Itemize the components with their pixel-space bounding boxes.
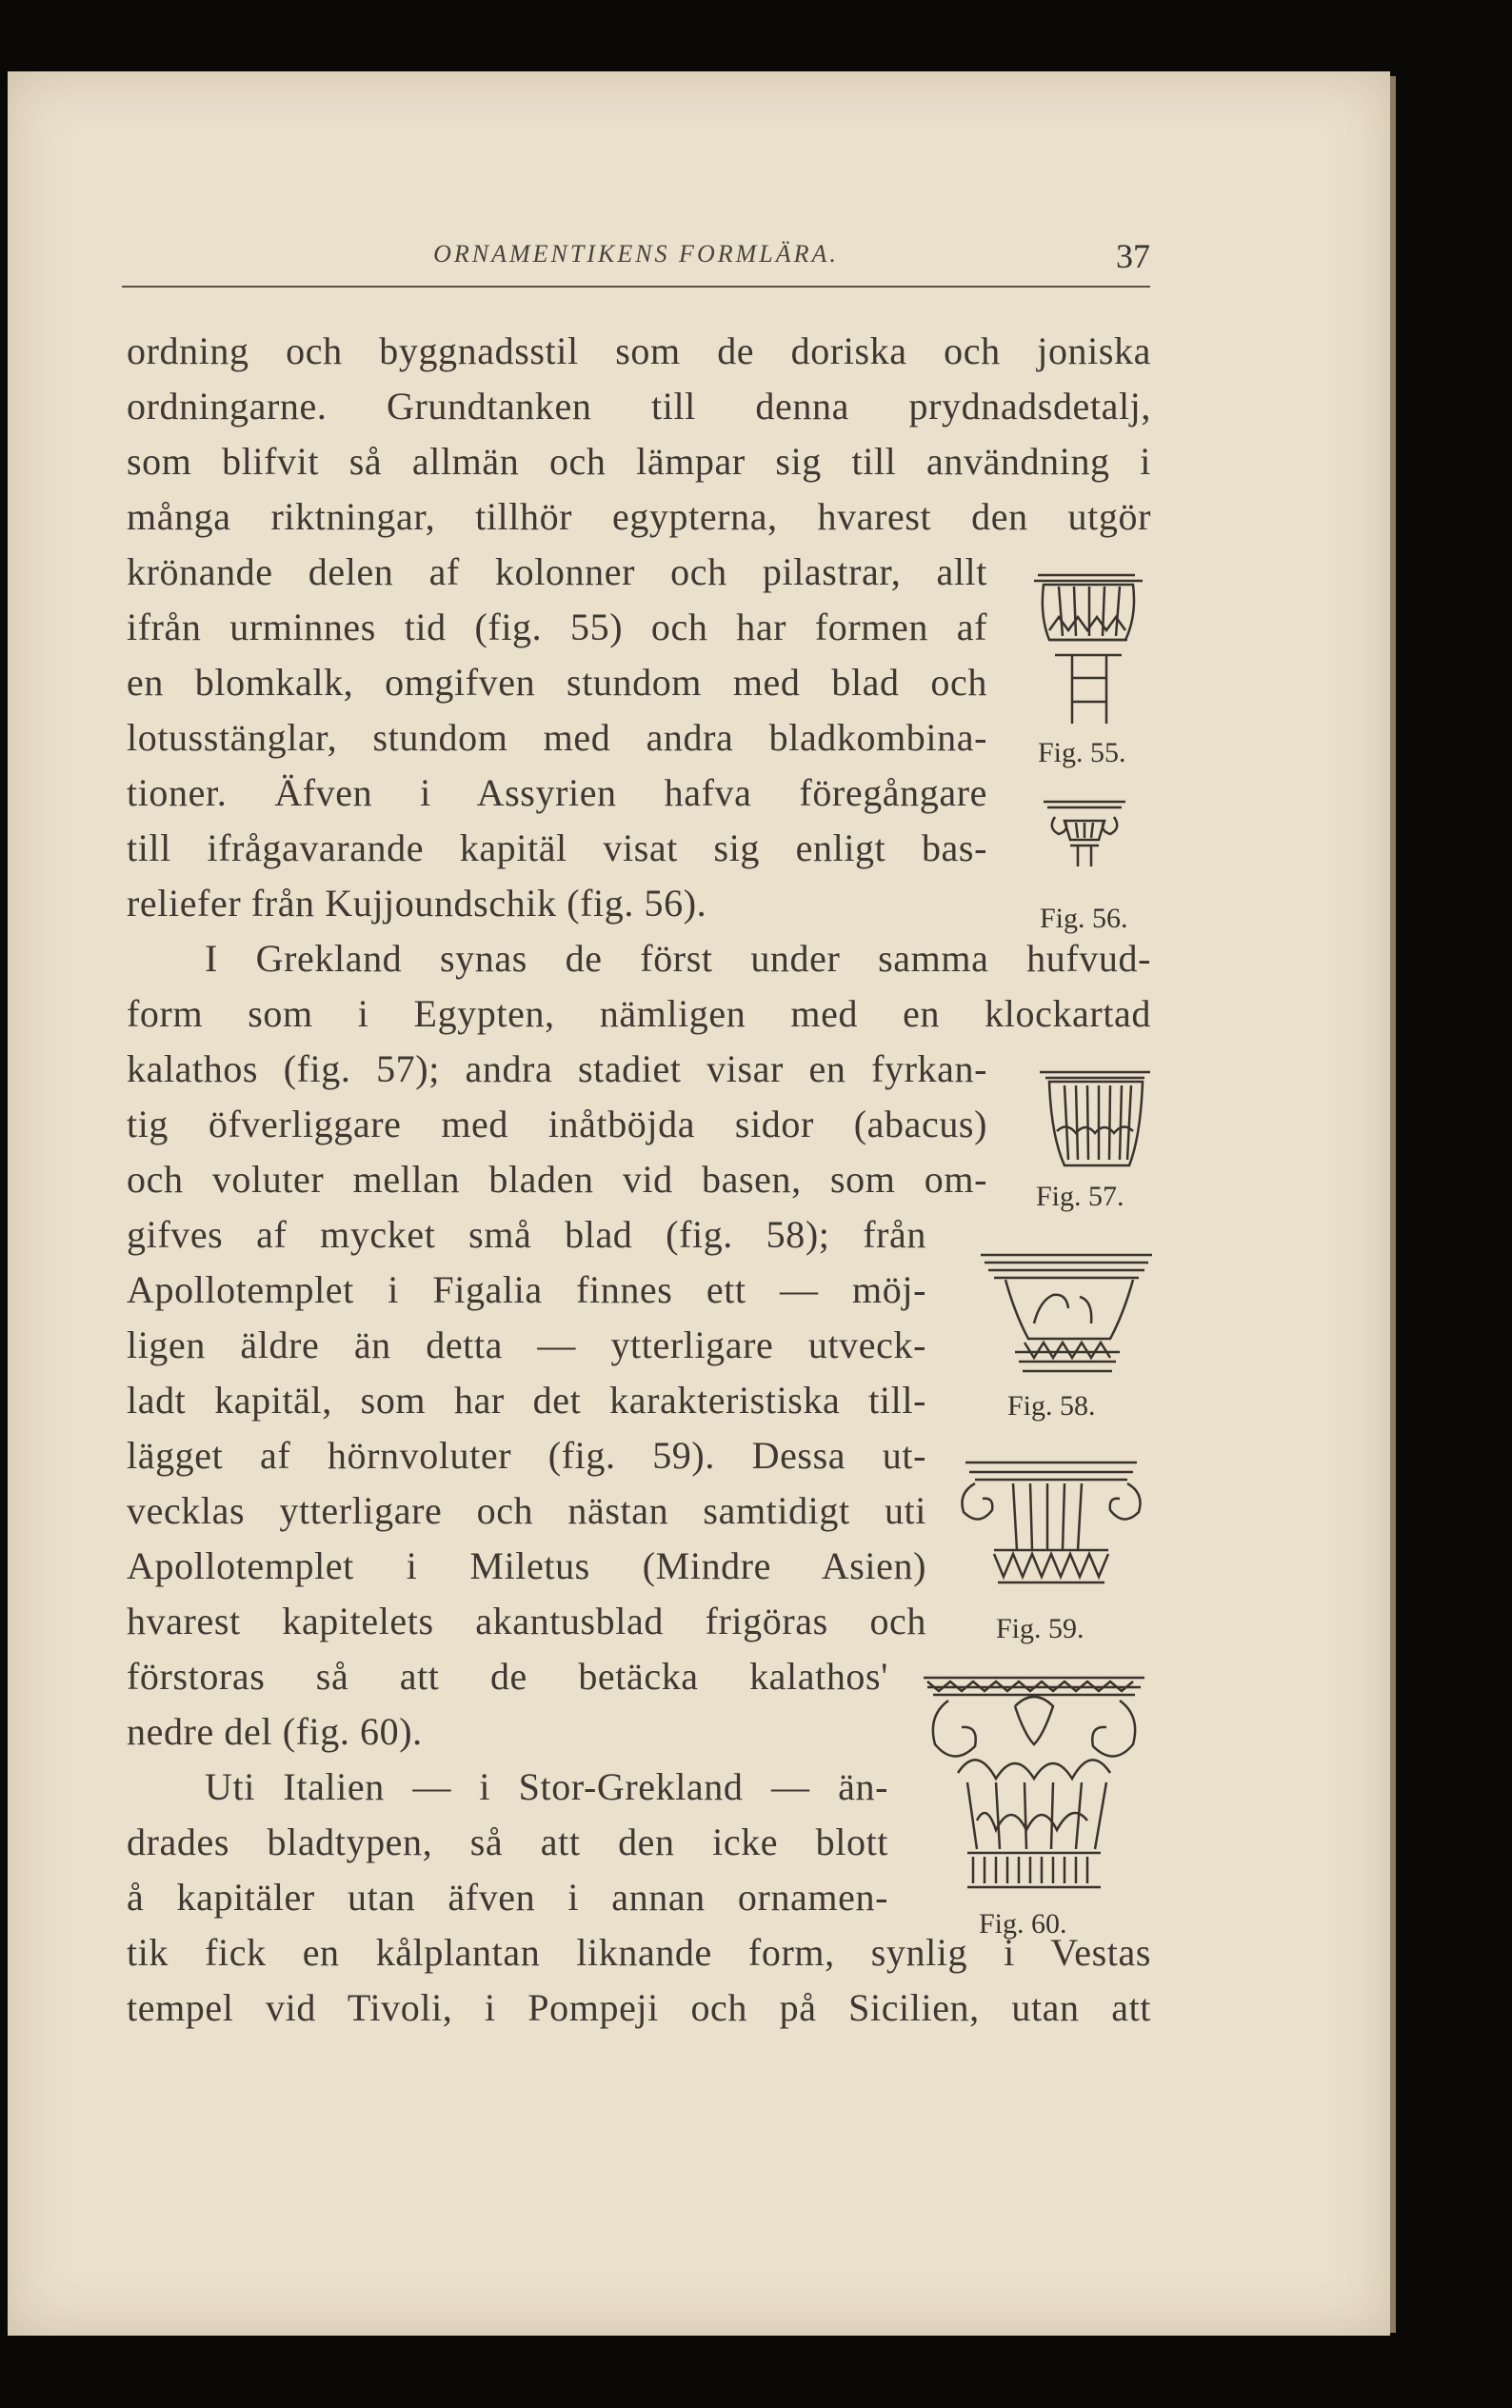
text-line: tioner. Äfven i Assyrien hafva föregångare	[127, 771, 987, 814]
text-line: ladt kapitäl, som har det karakteristiska till-	[127, 1379, 926, 1422]
figure-caption: Fig. 59.	[996, 1613, 1084, 1644]
text-line: kalathos (fig. 57); andra stadiet visar en fyrkan-	[127, 1047, 987, 1090]
text-line: förstoras så att de betäcka kalathos'	[127, 1655, 888, 1698]
text-line: många riktningar, tillhör egypterna, hvarest den utgör	[127, 495, 1151, 538]
text-line: ordning och byggnadsstil som de doriska och joniska	[127, 329, 1151, 372]
text-line: vecklas ytterligare och nästan samtidigt uti	[127, 1489, 926, 1532]
figure-caption: Fig. 56.	[1040, 903, 1128, 934]
text-line: å kapitäler utan äfven i annan ornamen-	[127, 1876, 888, 1919]
page-header	[122, 227, 1150, 288]
figure-caption: Fig. 57.	[1036, 1181, 1124, 1212]
text-line: och voluter mellan bladen vid basen, som om-	[127, 1158, 987, 1201]
figure-caption: Fig. 55.	[1038, 737, 1126, 768]
text-line: Uti Italien — i Stor-Grekland — än-	[205, 1765, 888, 1808]
text-line: som blifvit så allmän och lämpar sig till användning i	[127, 440, 1151, 483]
volute-capital-icon	[977, 1247, 1156, 1381]
text-line: nedre del (fig. 60).	[127, 1710, 423, 1753]
text-line: Apollotemplet i Figalia finnes ett — möj-	[127, 1268, 926, 1311]
text-line: en blomkalk, omgifven stundom med blad och	[127, 661, 987, 704]
text-line: ifrån urminnes tid (fig. 55) och har formen af	[127, 606, 987, 648]
kalathos-capital-icon	[1038, 1065, 1152, 1177]
text-line: krönande delen af kolonner och pilastrar, allt	[127, 550, 987, 593]
text-line: gifves af mycket små blad (fig. 58); från	[127, 1213, 926, 1256]
egyptian-capital-icon	[1030, 564, 1149, 726]
text-line: till ifrågavarande kapitäl visat sig enligt bas-	[127, 826, 987, 869]
text-line: Apollotemplet i Miletus (Mindre Asien)	[127, 1544, 926, 1587]
text-line: I Grekland synas de först under samma hufvud-	[205, 937, 1151, 980]
running-head: ORNAMENTIKENS FORMLÄRA.	[433, 240, 839, 268]
page-number: 37	[1116, 237, 1150, 275]
acanthus-capital-icon	[920, 1668, 1148, 1897]
text-line: tik fick en kålplantan liknande form, synlig i Vestas	[127, 1931, 1151, 1974]
assyrian-capital-icon	[1042, 796, 1127, 882]
corner-volute-capital-icon	[956, 1455, 1146, 1598]
text-line: lägget af hörnvoluter (fig. 59). Dessa ut-	[127, 1434, 926, 1477]
text-line: reliefer från Kujjoundschik (fig. 56).	[127, 882, 707, 925]
text-line: tig öfverliggare med inåtböjda sidor (abacus)	[127, 1103, 987, 1145]
text-line: hvarest kapitelets akantusblad frigöras och	[127, 1600, 926, 1642]
page-edge	[1390, 76, 1396, 2333]
text-line: tempel vid Tivoli, i Pompeji och på Sicilien, utan att	[127, 1986, 1151, 2029]
figure-caption: Fig. 58.	[1007, 1390, 1096, 1422]
text-line: lotusstänglar, stundom med andra bladkombina-	[127, 716, 987, 759]
text-line: ordningarne. Grundtanken till denna prydnadsdetalj,	[127, 385, 1151, 428]
text-line: form som i Egypten, nämligen med en klockartad	[127, 992, 1151, 1035]
figure-caption: Fig. 60.	[979, 1908, 1067, 1940]
text-line: ligen äldre än detta — ytterligare utveck-	[127, 1323, 926, 1366]
text-line: drades bladtypen, så att den icke blott	[127, 1821, 888, 1863]
